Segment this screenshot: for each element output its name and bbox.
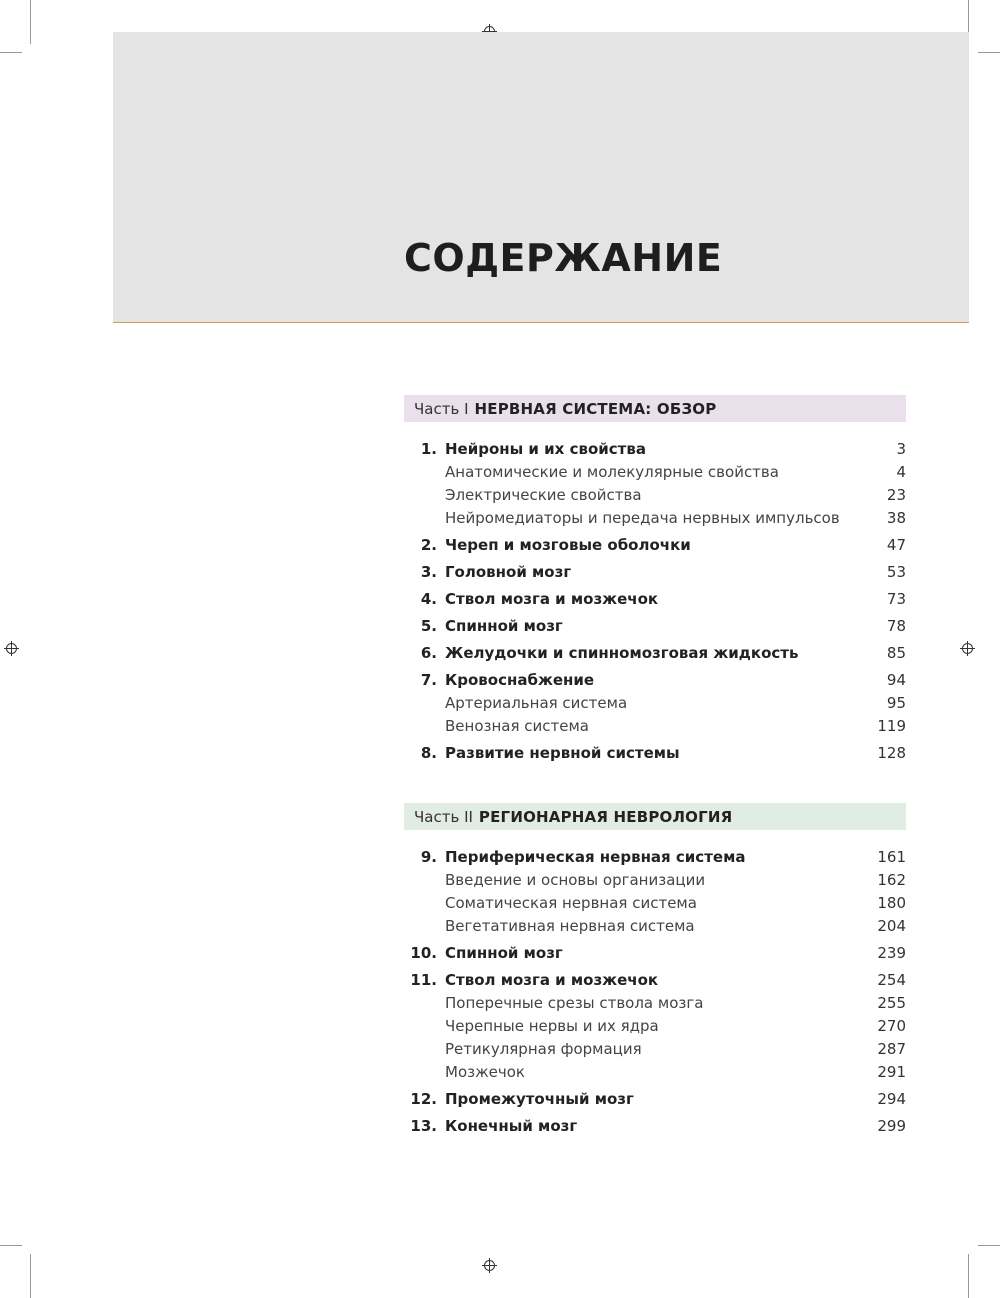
chapter-number: 9.: [420, 848, 437, 866]
chapter-page: 294: [877, 1090, 906, 1108]
chapter-page: 3: [896, 440, 906, 458]
toc-subsection-row[interactable]: [404, 461, 906, 484]
chapter-title: Спинной мозг: [445, 617, 563, 635]
chapter-title: Ствол мозга и мозжечок: [445, 971, 659, 989]
subsection-title: Вегетативная нервная система: [445, 917, 695, 935]
chapter-title: Конечный мозг: [445, 1117, 578, 1135]
crop-mark: [30, 0, 31, 44]
chapter-title: Спинной мозг: [445, 944, 563, 962]
registration-mark-left: [6, 643, 17, 654]
subsection-page: 162: [877, 871, 906, 889]
subsection-title: Мозжечок: [445, 1063, 525, 1081]
toc-subsection-row[interactable]: [404, 869, 906, 892]
subsection-title: Электрические свойства: [445, 486, 642, 504]
part-title: НЕРВНАЯ СИСТЕМА: ОБЗОР: [474, 399, 717, 418]
chapter-title: Развитие нервной системы: [445, 744, 680, 762]
toc-subsection-row[interactable]: [404, 1061, 906, 1084]
crop-mark: [0, 52, 22, 53]
subsection-page: 95: [886, 694, 906, 712]
chapter-number: 12.: [410, 1090, 437, 1108]
subsection-title: Артериальная система: [445, 694, 628, 712]
subsection-page: 23: [886, 486, 906, 504]
chapter-page: 73: [886, 590, 906, 608]
subsection-title: Ретикулярная формация: [445, 1040, 642, 1058]
chapter-page: 239: [877, 944, 906, 962]
chapter-number: 3.: [420, 563, 437, 581]
toc-chapter: [404, 942, 906, 965]
toc-chapter: [404, 534, 906, 557]
chapter-number: 1.: [420, 440, 437, 458]
toc-chapter-row[interactable]: [404, 969, 906, 992]
subsection-page: 204: [877, 917, 906, 935]
toc-subsection-row[interactable]: [404, 892, 906, 915]
chapter-title: Периферическая нервная система: [445, 848, 746, 866]
toc-chapter: [404, 615, 906, 638]
toc-subsection-row[interactable]: [404, 507, 906, 530]
part-header-1: [404, 395, 906, 422]
toc-chapter-row[interactable]: [404, 588, 906, 611]
toc-chapter-row[interactable]: [404, 669, 906, 692]
toc-chapter-row[interactable]: [404, 438, 906, 461]
chapter-title: Ствол мозга и мозжечок: [445, 590, 659, 608]
chapter-title: Кровоснабжение: [445, 671, 595, 689]
part-header-2: [404, 803, 906, 830]
toc-chapter: [404, 1088, 906, 1111]
toc-chapter: [404, 669, 906, 738]
chapter-page: 128: [877, 744, 906, 762]
toc-chapter: [404, 438, 906, 530]
chapter-title: Череп и мозговые оболочки: [445, 536, 691, 554]
crop-mark: [30, 1254, 31, 1298]
subsection-page: 180: [877, 894, 906, 912]
crop-mark: [0, 1245, 22, 1246]
toc-chapter-row[interactable]: [404, 1115, 906, 1138]
toc-chapter-row[interactable]: [404, 942, 906, 965]
toc-subsection-row[interactable]: [404, 692, 906, 715]
subsection-page: 270: [877, 1017, 906, 1035]
chapter-title: Нейроны и их свойства: [445, 440, 646, 458]
chapter-number: 4.: [420, 590, 437, 608]
chapter-page: 94: [886, 671, 906, 689]
chapter-number: 10.: [410, 944, 437, 962]
page-title: СОДЕРЖАНИЕ: [404, 236, 723, 280]
toc-chapter-row[interactable]: [404, 642, 906, 665]
toc-chapter-row[interactable]: [404, 1088, 906, 1111]
toc-chapter-row[interactable]: [404, 615, 906, 638]
subsection-page: 119: [877, 717, 906, 735]
toc-subsection-row[interactable]: [404, 484, 906, 507]
toc-chapter: [404, 588, 906, 611]
subsection-page: 255: [877, 994, 906, 1012]
chapter-page: 47: [886, 536, 906, 554]
toc-part-2: [404, 846, 906, 1142]
chapter-number: 2.: [420, 536, 437, 554]
registration-mark-right: [962, 643, 973, 654]
subsection-title: Венозная система: [445, 717, 589, 735]
subsection-title: Черепные нервы и их ядра: [445, 1017, 659, 1035]
subsection-page: 287: [877, 1040, 906, 1058]
toc-subsection-row[interactable]: [404, 715, 906, 738]
chapter-title: Промежуточный мозг: [445, 1090, 634, 1108]
toc-chapter: [404, 969, 906, 1084]
toc-part-1: [404, 438, 906, 769]
chapter-page: 161: [877, 848, 906, 866]
subsection-title: Введение и основы организации: [445, 871, 706, 889]
crop-mark: [978, 52, 1000, 53]
chapter-number: 13.: [410, 1117, 437, 1135]
toc-chapter-row[interactable]: [404, 742, 906, 765]
toc-chapter-row[interactable]: [404, 846, 906, 869]
toc-chapter: [404, 742, 906, 765]
part-title: РЕГИОНАРНАЯ НЕВРОЛОГИЯ: [478, 807, 733, 826]
toc-chapter: [404, 642, 906, 665]
subsection-page: 4: [896, 463, 906, 481]
toc-chapter-row[interactable]: [404, 561, 906, 584]
subsection-title: Поперечные срезы ствола мозга: [445, 994, 704, 1012]
toc-subsection-row[interactable]: [404, 1038, 906, 1061]
chapter-number: 7.: [420, 671, 437, 689]
chapter-page: 78: [886, 617, 906, 635]
toc-chapter-row[interactable]: [404, 534, 906, 557]
toc-chapter: [404, 1115, 906, 1138]
chapter-number: 5.: [420, 617, 437, 635]
chapter-page: 53: [886, 563, 906, 581]
toc-chapter: [404, 846, 906, 938]
chapter-number: 6.: [420, 644, 437, 662]
registration-mark-bottom: [484, 1260, 495, 1271]
crop-mark: [968, 1254, 969, 1298]
crop-mark: [978, 1245, 1000, 1246]
part-label: Часть II: [414, 807, 473, 826]
toc-subsection-row[interactable]: [404, 1015, 906, 1038]
chapter-page: 85: [886, 644, 906, 662]
toc-chapter: [404, 561, 906, 584]
subsection-title: Анатомические и молекулярные свойства: [445, 463, 779, 481]
chapter-number: 11.: [410, 971, 437, 989]
chapter-title: Желудочки и спинномозговая жидкость: [445, 644, 799, 662]
subsection-title: Соматическая нервная система: [445, 894, 697, 912]
chapter-number: 8.: [420, 744, 437, 762]
subsection-page: 291: [877, 1063, 906, 1081]
part-label: Часть I: [414, 399, 469, 418]
subsection-title: Нейромедиаторы и передача нервных импульсов: [445, 509, 840, 527]
toc-subsection-row[interactable]: [404, 915, 906, 938]
subsection-page: 38: [886, 509, 906, 527]
chapter-page: 299: [877, 1117, 906, 1135]
toc-subsection-row[interactable]: [404, 992, 906, 1015]
chapter-page: 254: [877, 971, 906, 989]
chapter-title: Головной мозг: [445, 563, 572, 581]
